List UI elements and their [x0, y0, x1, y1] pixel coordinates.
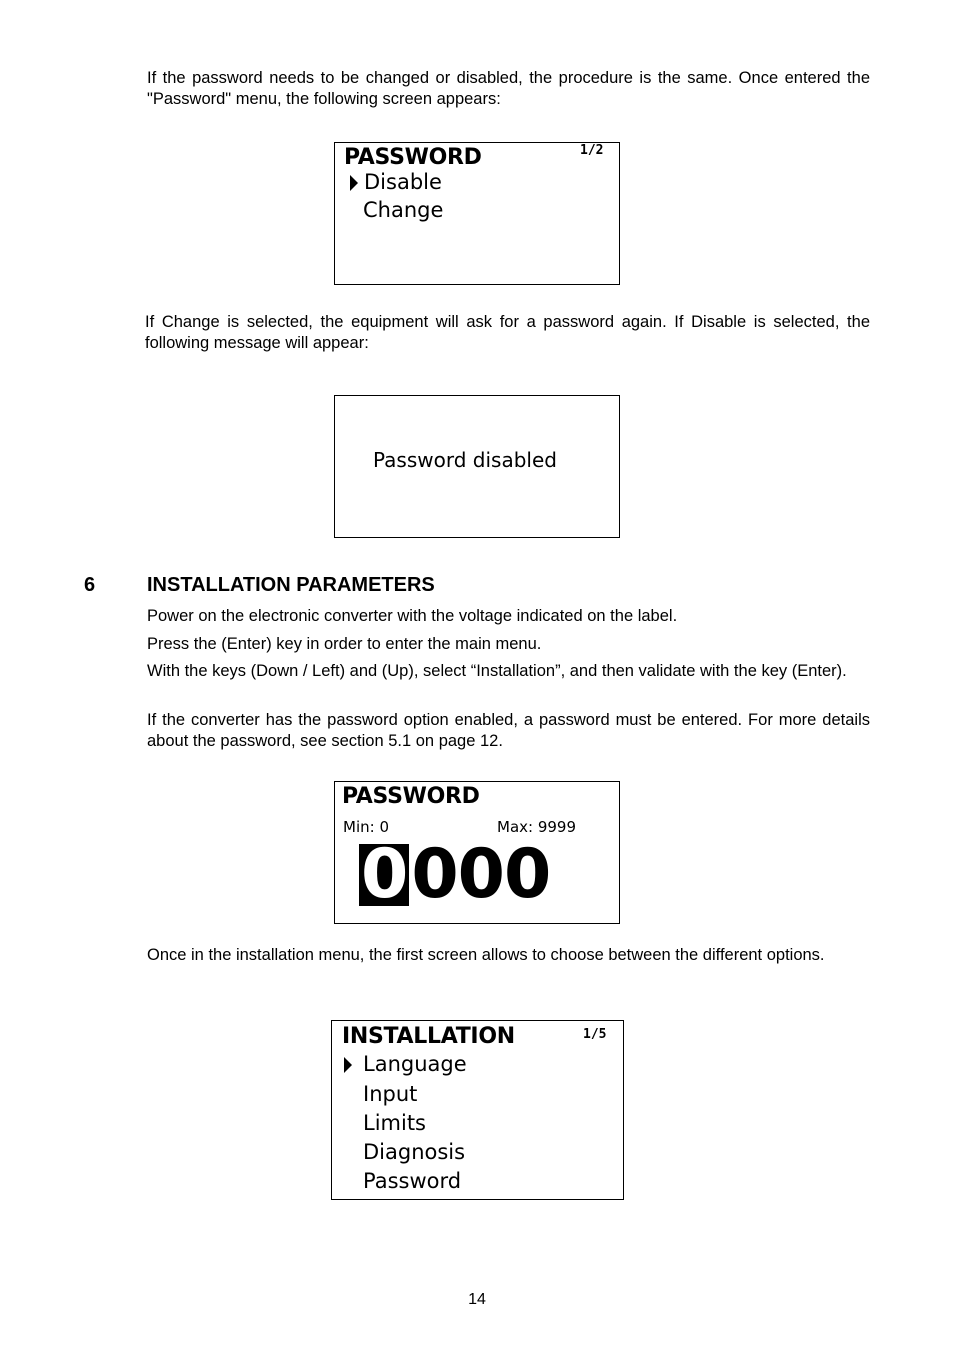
password-digit-1: 0	[361, 835, 408, 914]
paragraph-installation-menu: Once in the installation menu, the first screen allows to choose between the different options.	[147, 946, 825, 964]
min-label: Min: 0	[343, 818, 389, 836]
menu-item-limits: Limits	[363, 1111, 426, 1135]
password-digit-2: 0	[411, 835, 458, 914]
installation-menu-screen	[331, 1020, 624, 1200]
menu-item-language: Language	[363, 1052, 467, 1076]
password-digit-4: 0	[503, 835, 551, 914]
page-indicator: 1/5	[583, 1027, 607, 1042]
password-disabled-message: Password disabled	[373, 448, 557, 472]
paragraph-select-installation: With the keys (Down / Left) and (Up), select “Installation”, and then validate with the key (Enter).	[147, 662, 847, 680]
paragraph-change-disable: If Change is selected, the equipment will ask for a password again. If Disable is selected, the following message will appear:	[145, 313, 870, 352]
password-digit-3: 0	[457, 835, 504, 914]
password-digits	[359, 835, 551, 914]
menu-item-change: Change	[363, 198, 444, 222]
selection-arrow-icon	[344, 1057, 352, 1073]
section-title: INSTALLATION PARAMETERS	[147, 574, 435, 596]
menu-item-password: Password	[363, 1169, 462, 1193]
paragraph-enter-key: Press the (Enter) key in order to enter the main menu.	[147, 635, 542, 653]
menu-item-diagnosis: Diagnosis	[363, 1140, 466, 1164]
menu-item-disable: Disable	[364, 170, 442, 194]
password-entry-screen	[334, 781, 620, 924]
page-indicator: 1/2	[580, 143, 604, 158]
selection-arrow-icon	[350, 175, 358, 191]
paragraph-power-on: Power on the electronic converter with the voltage indicated on the label.	[147, 607, 678, 625]
password-menu-screen	[334, 142, 620, 285]
paragraph-password-option: If the converter has the password option enabled, a password must be entered. For more details about the password, see section 5.1 on page 12.	[147, 711, 870, 750]
screen-title: PASSWORD	[344, 145, 482, 170]
page-number: 14	[468, 1291, 486, 1308]
paragraph-intro: If the password needs to be changed or disabled, the procedure is the same. Once entered the "Password" menu, the following screen appears:	[147, 69, 870, 108]
menu-item-input: Input	[363, 1082, 418, 1106]
password-disabled-screen	[334, 395, 620, 538]
section-number: 6	[84, 574, 96, 596]
max-label: Max: 9999	[497, 818, 577, 836]
screen-title: PASSWORD	[342, 784, 480, 809]
screen-title: INSTALLATION	[342, 1024, 515, 1049]
